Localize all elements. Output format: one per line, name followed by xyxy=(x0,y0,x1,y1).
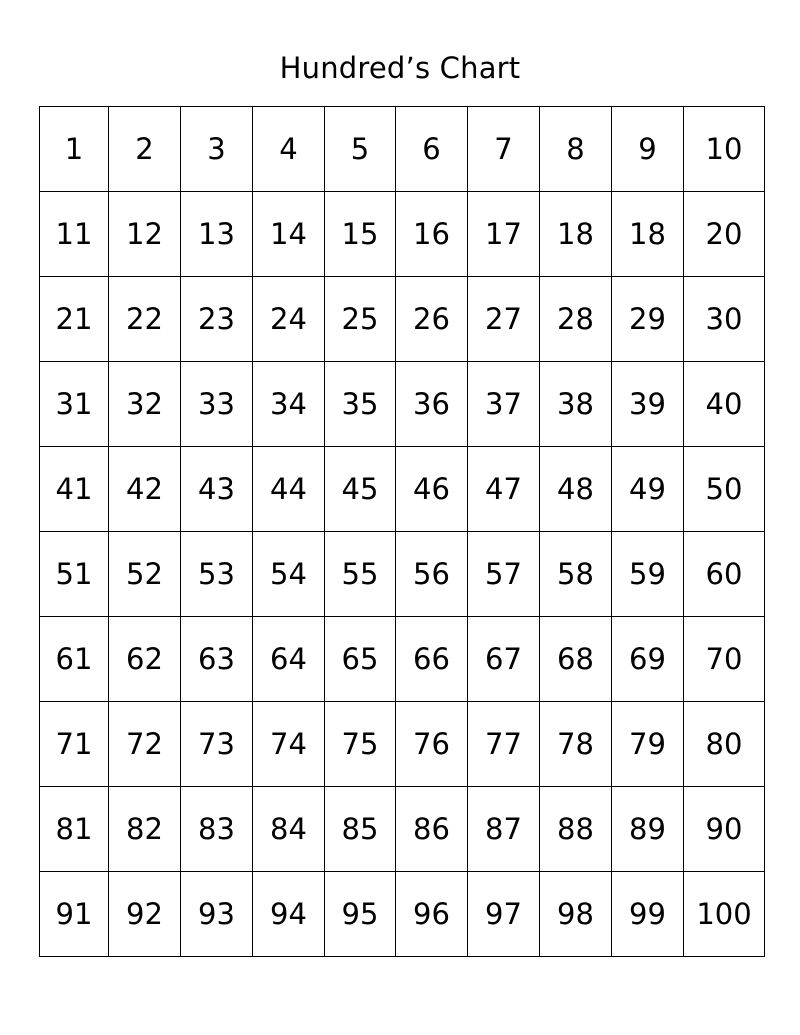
number-cell: 7 xyxy=(468,107,540,192)
number-cell: 84 xyxy=(253,787,325,872)
number-cell: 88 xyxy=(540,787,612,872)
number-cell: 18 xyxy=(612,192,684,277)
number-cell: 98 xyxy=(540,872,612,957)
number-cell: 56 xyxy=(396,532,468,617)
number-cell: 67 xyxy=(468,617,540,702)
number-cell: 59 xyxy=(612,532,684,617)
number-cell: 9 xyxy=(612,107,684,192)
number-cell: 16 xyxy=(396,192,468,277)
number-cell: 17 xyxy=(468,192,540,277)
number-cell: 45 xyxy=(325,447,396,532)
number-cell: 39 xyxy=(612,362,684,447)
number-cell: 82 xyxy=(109,787,181,872)
number-cell: 89 xyxy=(612,787,684,872)
number-cell: 36 xyxy=(396,362,468,447)
number-cell: 37 xyxy=(468,362,540,447)
number-cell: 20 xyxy=(684,192,765,277)
number-cell: 43 xyxy=(181,447,253,532)
grid-row xyxy=(40,447,765,532)
number-cell: 4 xyxy=(253,107,325,192)
number-cell: 33 xyxy=(181,362,253,447)
grid-row xyxy=(40,617,765,702)
number-cell: 93 xyxy=(181,872,253,957)
number-cell: 50 xyxy=(684,447,765,532)
number-cell: 26 xyxy=(396,277,468,362)
number-cell: 95 xyxy=(325,872,396,957)
number-cell: 96 xyxy=(396,872,468,957)
number-cell: 78 xyxy=(540,702,612,787)
number-cell: 28 xyxy=(540,277,612,362)
number-cell: 30 xyxy=(684,277,765,362)
number-cell: 100 xyxy=(684,872,765,957)
number-cell: 87 xyxy=(468,787,540,872)
number-cell: 25 xyxy=(325,277,396,362)
number-cell: 41 xyxy=(40,447,109,532)
grid-row xyxy=(40,277,765,362)
number-cell: 18 xyxy=(540,192,612,277)
number-cell: 85 xyxy=(325,787,396,872)
number-cell: 3 xyxy=(181,107,253,192)
number-cell: 21 xyxy=(40,277,109,362)
number-cell: 15 xyxy=(325,192,396,277)
number-cell: 38 xyxy=(540,362,612,447)
number-cell: 57 xyxy=(468,532,540,617)
number-cell: 51 xyxy=(40,532,109,617)
number-cell: 73 xyxy=(181,702,253,787)
number-cell: 23 xyxy=(181,277,253,362)
grid-row xyxy=(40,872,765,957)
number-cell: 58 xyxy=(540,532,612,617)
number-cell: 97 xyxy=(468,872,540,957)
number-cell: 42 xyxy=(109,447,181,532)
number-cell: 31 xyxy=(40,362,109,447)
grid-row xyxy=(40,362,765,447)
number-cell: 8 xyxy=(540,107,612,192)
number-cell: 44 xyxy=(253,447,325,532)
number-cell: 12 xyxy=(109,192,181,277)
number-cell: 53 xyxy=(181,532,253,617)
number-cell: 11 xyxy=(40,192,109,277)
number-cell: 83 xyxy=(181,787,253,872)
number-cell: 77 xyxy=(468,702,540,787)
number-cell: 74 xyxy=(253,702,325,787)
number-cell: 13 xyxy=(181,192,253,277)
number-cell: 22 xyxy=(109,277,181,362)
number-cell: 55 xyxy=(325,532,396,617)
number-cell: 63 xyxy=(181,617,253,702)
number-cell: 92 xyxy=(109,872,181,957)
number-cell: 79 xyxy=(612,702,684,787)
number-cell: 46 xyxy=(396,447,468,532)
grid-body xyxy=(40,107,765,957)
number-cell: 48 xyxy=(540,447,612,532)
number-cell: 60 xyxy=(684,532,765,617)
number-cell: 86 xyxy=(396,787,468,872)
number-cell: 1 xyxy=(40,107,109,192)
number-cell: 99 xyxy=(612,872,684,957)
grid-row xyxy=(40,107,765,192)
hundreds-chart-grid xyxy=(39,106,765,957)
number-cell: 61 xyxy=(40,617,109,702)
number-cell: 66 xyxy=(396,617,468,702)
number-cell: 52 xyxy=(109,532,181,617)
number-cell: 10 xyxy=(684,107,765,192)
number-cell: 68 xyxy=(540,617,612,702)
number-cell: 6 xyxy=(396,107,468,192)
page-title: Hundred’s Chart xyxy=(279,51,521,85)
number-cell: 62 xyxy=(109,617,181,702)
grid-row xyxy=(40,787,765,872)
number-cell: 64 xyxy=(253,617,325,702)
number-cell: 81 xyxy=(40,787,109,872)
number-cell: 72 xyxy=(109,702,181,787)
number-cell: 75 xyxy=(325,702,396,787)
number-cell: 29 xyxy=(612,277,684,362)
number-cell: 40 xyxy=(684,362,765,447)
grid-row xyxy=(40,702,765,787)
number-cell: 32 xyxy=(109,362,181,447)
number-cell: 69 xyxy=(612,617,684,702)
number-cell: 54 xyxy=(253,532,325,617)
number-cell: 49 xyxy=(612,447,684,532)
number-cell: 90 xyxy=(684,787,765,872)
grid-row xyxy=(40,532,765,617)
number-cell: 34 xyxy=(253,362,325,447)
number-cell: 27 xyxy=(468,277,540,362)
number-cell: 76 xyxy=(396,702,468,787)
number-cell: 35 xyxy=(325,362,396,447)
number-cell: 47 xyxy=(468,447,540,532)
number-cell: 24 xyxy=(253,277,325,362)
number-cell: 91 xyxy=(40,872,109,957)
number-cell: 70 xyxy=(684,617,765,702)
grid-row xyxy=(40,192,765,277)
number-cell: 14 xyxy=(253,192,325,277)
number-cell: 65 xyxy=(325,617,396,702)
number-cell: 71 xyxy=(40,702,109,787)
number-cell: 5 xyxy=(325,107,396,192)
number-cell: 2 xyxy=(109,107,181,192)
number-cell: 94 xyxy=(253,872,325,957)
number-cell: 80 xyxy=(684,702,765,787)
